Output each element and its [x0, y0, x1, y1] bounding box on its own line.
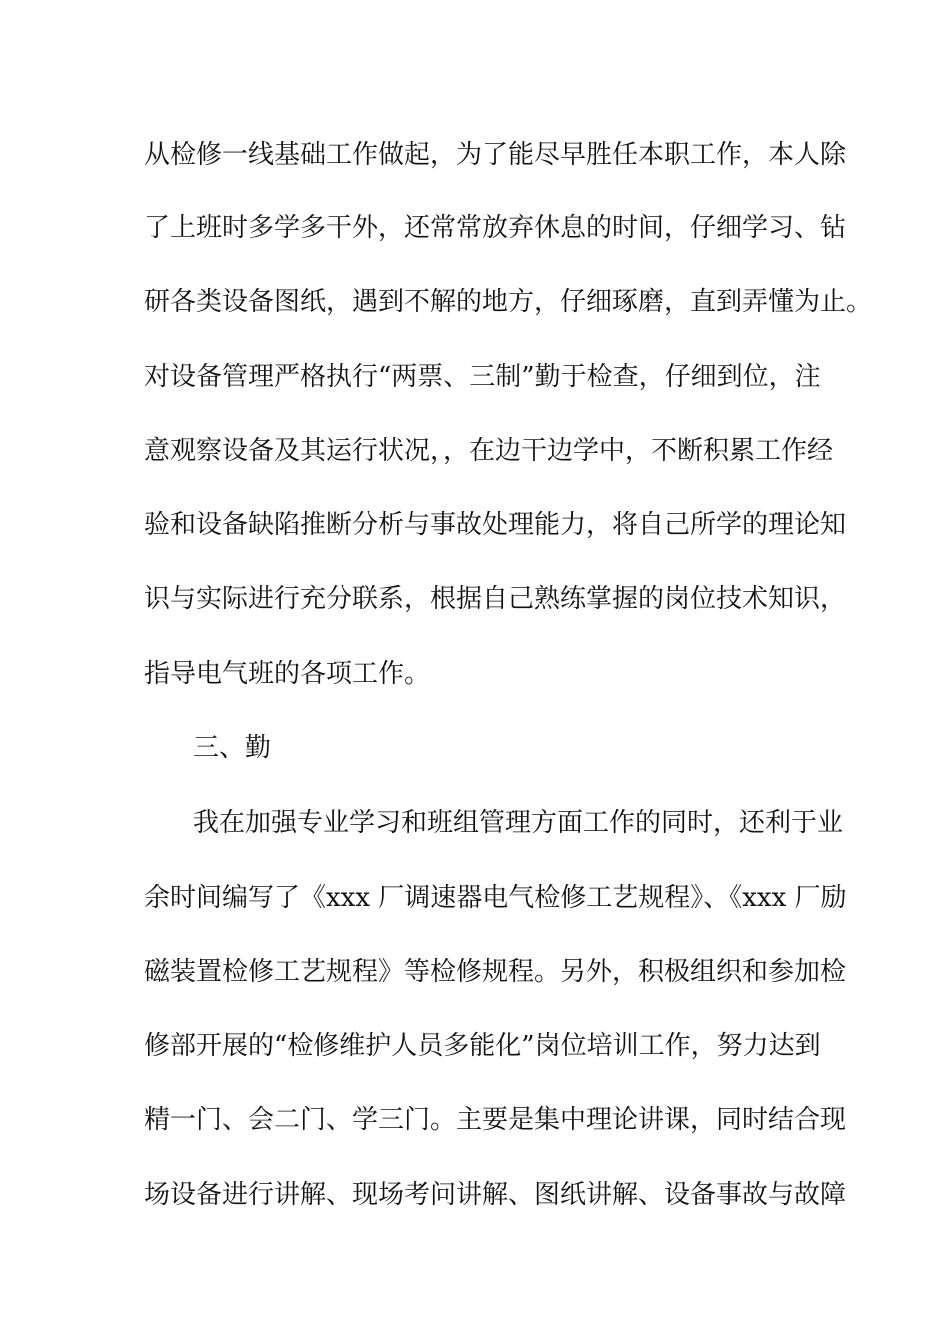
paragraph-line: 余时间编写了《xxx 厂调速器电气检修工艺规程》、《xxx 厂励 [144, 883, 847, 913]
paragraph-line: 指导电气班的各项工作。 [144, 659, 431, 689]
paragraph-line: 精一门、会二门、学三门。主要是集中理论讲课，同时结合现 [144, 1105, 847, 1135]
paragraph-line: 磁装置检修工艺规程》等检修规程。另外，积极组织和参加检 [144, 957, 847, 987]
paragraph-line: 了上班时多学多干外，还常常放弃休息的时间，仔细学习、钻 [144, 213, 847, 243]
paragraph-line: 研各类设备图纸，遇到不解的地方，仔细琢磨，直到弄懂为止。 [144, 287, 873, 317]
paragraph-line: 从检修一线基础工作做起，为了能尽早胜任本职工作，本人除 [144, 140, 847, 170]
paragraph-line: 场设备进行讲解、现场考问讲解、图纸讲解、设备事故与故障 [144, 1180, 847, 1210]
paragraph-line: 我在加强专业学习和班组管理方面工作的同时，还利于业 [193, 808, 844, 838]
paragraph-line: 意观察设备及其运行状况，，在边干边学中，不断积累工作经 [144, 436, 834, 466]
paragraph-line: 修部开展的“检修维护人员多能化”岗位培训工作，努力达到 [144, 1031, 821, 1061]
paragraph-line: 验和设备缺陷推断分析与事故处理能力，将自己所学的理论知 [144, 510, 847, 540]
paragraph-line: 对设备管理严格执行“两票、三制”勤于检查，仔细到位，注 [144, 362, 821, 392]
paragraph-line: 识与实际进行充分联系，根据自己熟练掌握的岗位技术知识， [144, 584, 847, 614]
section-heading: 三、勤 [193, 733, 272, 763]
